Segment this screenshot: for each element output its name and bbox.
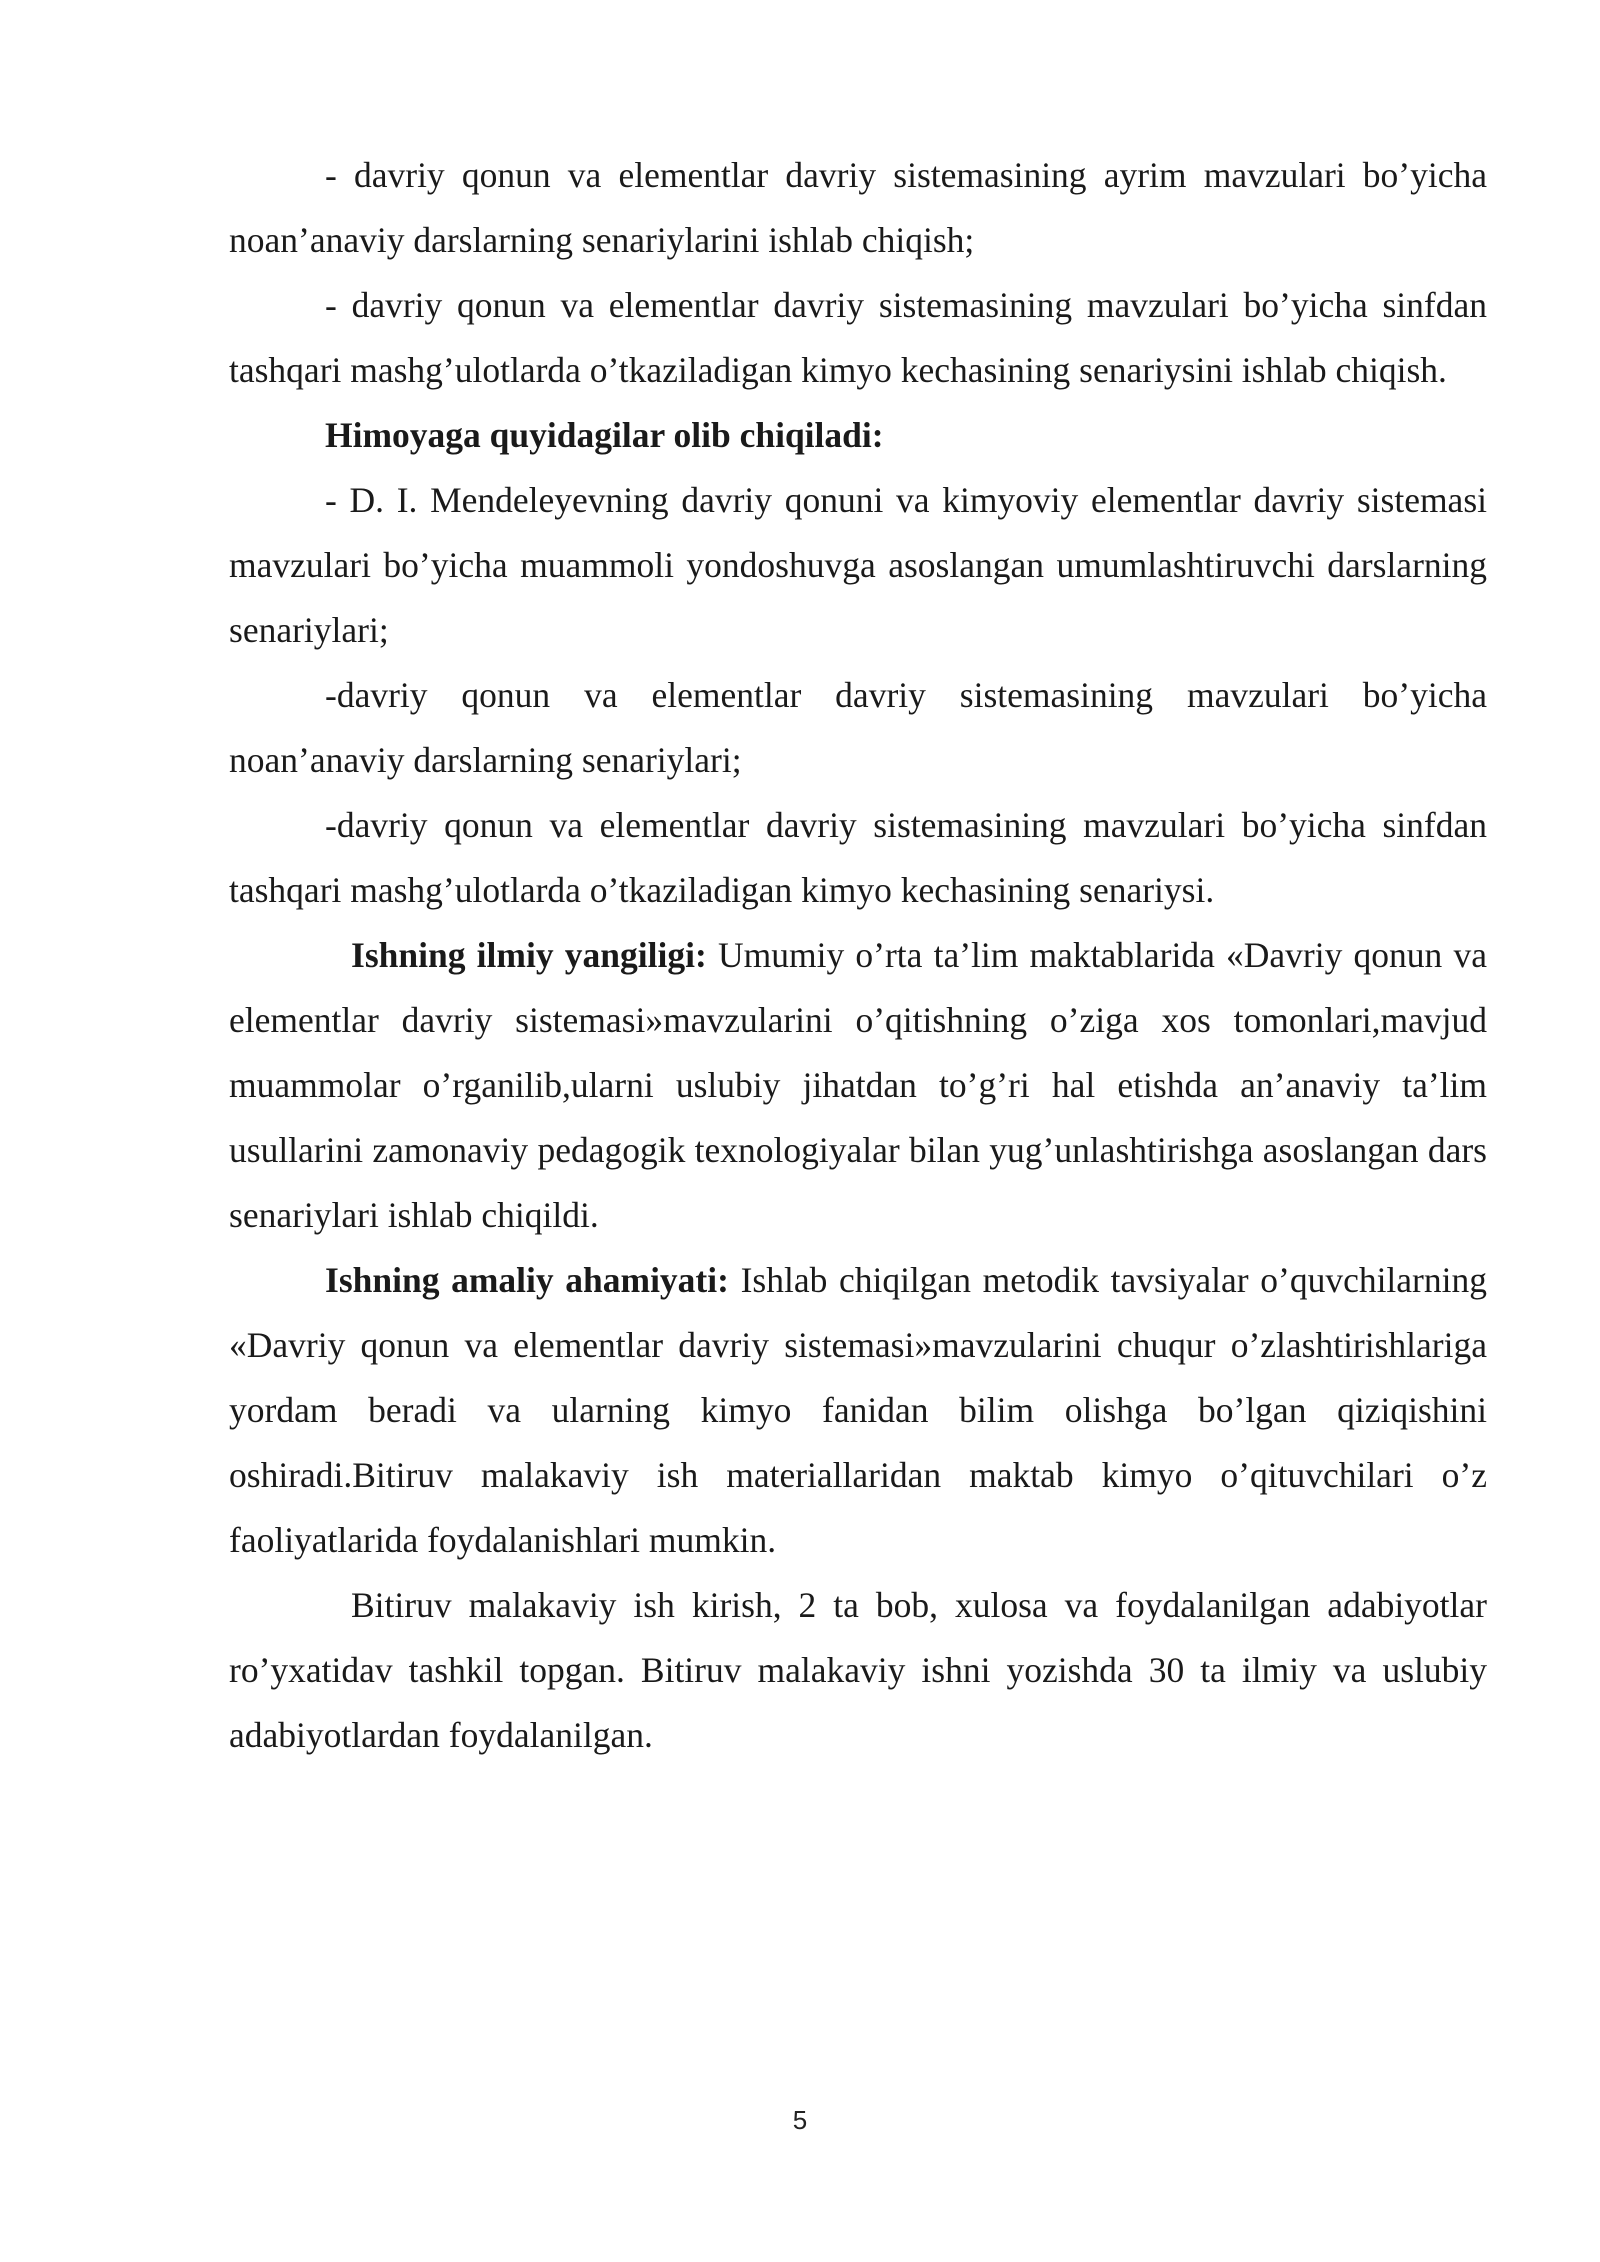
paragraph-scientific-novelty [229, 923, 1487, 1248]
paragraph-practical-significance [229, 1248, 1487, 1573]
paragraph-defense-chemistry-evening: -davriy qonun va elementlar davriy sistemasining mavzulari bo’yicha sinfdan tashqari mashg’ulotlarda o’tkaziladigan kimyo kechasining senariysi. [229, 805, 1487, 910]
paragraph-task-nontraditional-lessons: - davriy qonun va elementlar davriy sistemasining ayrim mavzulari bo’yicha noan’anaviy darslarning senariylarini ishlab chiqish; [229, 155, 1487, 260]
paragraph-structure: Bitiruv malakaviy ish kirish, 2 ta bob, xulosa va foydalanilgan adabiyotlar ro’yxatidav tashkil topgan. Bitiruv malakaviy ishni yozishda 30 ta ilmiy va uslubiy adabiyotlardan foydalanilgan. [229, 1585, 1487, 1755]
document-page [229, 143, 1487, 1768]
paragraph-defense-nontraditional-lessons: -davriy qonun va elementlar davriy sistemasining mavzulari bo’yicha noan’anaviy darslarning senariylari; [229, 675, 1487, 780]
scientific-novelty-label: Ishning ilmiy yangiligi: [351, 935, 707, 975]
practical-significance-label: Ishning amaliy ahamiyati: [325, 1260, 729, 1300]
page-number: 5 [792, 2105, 808, 2135]
paragraph-defense-generalizing-lessons: - D. I. Mendeleyevning davriy qonuni va kimyoviy elementlar davriy sistemasi mavzulari bo’yicha muammoli yondoshuvga asoslangan umumlashtiruvchi darslarning senariylari; [229, 480, 1487, 650]
scientific-novelty-text: Umumiy o’rta ta’lim maktablarida «Davriy qonun va elementlar davriy sistemasi»mavzularini o’qitishning o’ziga xos tomonlari,mavjud muammolar o’rganilib,ularni uslubiy jihatdan to’g’ri hal etishda an’anaviy ta’lim usullarini zamonaviy pedagogik texnologiyalar bilan yug’unlashtirishga asoslangan dars senariylari ishlab chiqildi. [229, 935, 1487, 1235]
heading-defense-points: Himoyaga quyidagilar olib chiqiladi: [325, 415, 884, 455]
practical-significance-text: Ishlab chiqilgan metodik tavsiyalar o’quvchilarning «Davriy qonun va elementlar davriy sistemasi»mavzularini chuqur o’zlashtirishlariga yordam beradi va ularning kimyo fanidan bilim olishga bo’lgan qiziqishini oshiradi.Bitiruv malakaviy ish materiallaridan maktab kimyo o’qituvchilari o’z faoliyatlarida foydalanishlari mumkin. [229, 1260, 1487, 1560]
paragraph-task-chemistry-evening: - davriy qonun va elementlar davriy sistemasining mavzulari bo’yicha sinfdan tashqari mashg’ulotlarda o’tkaziladigan kimyo kechasining senariysini ishlab chiqish. [229, 285, 1487, 390]
